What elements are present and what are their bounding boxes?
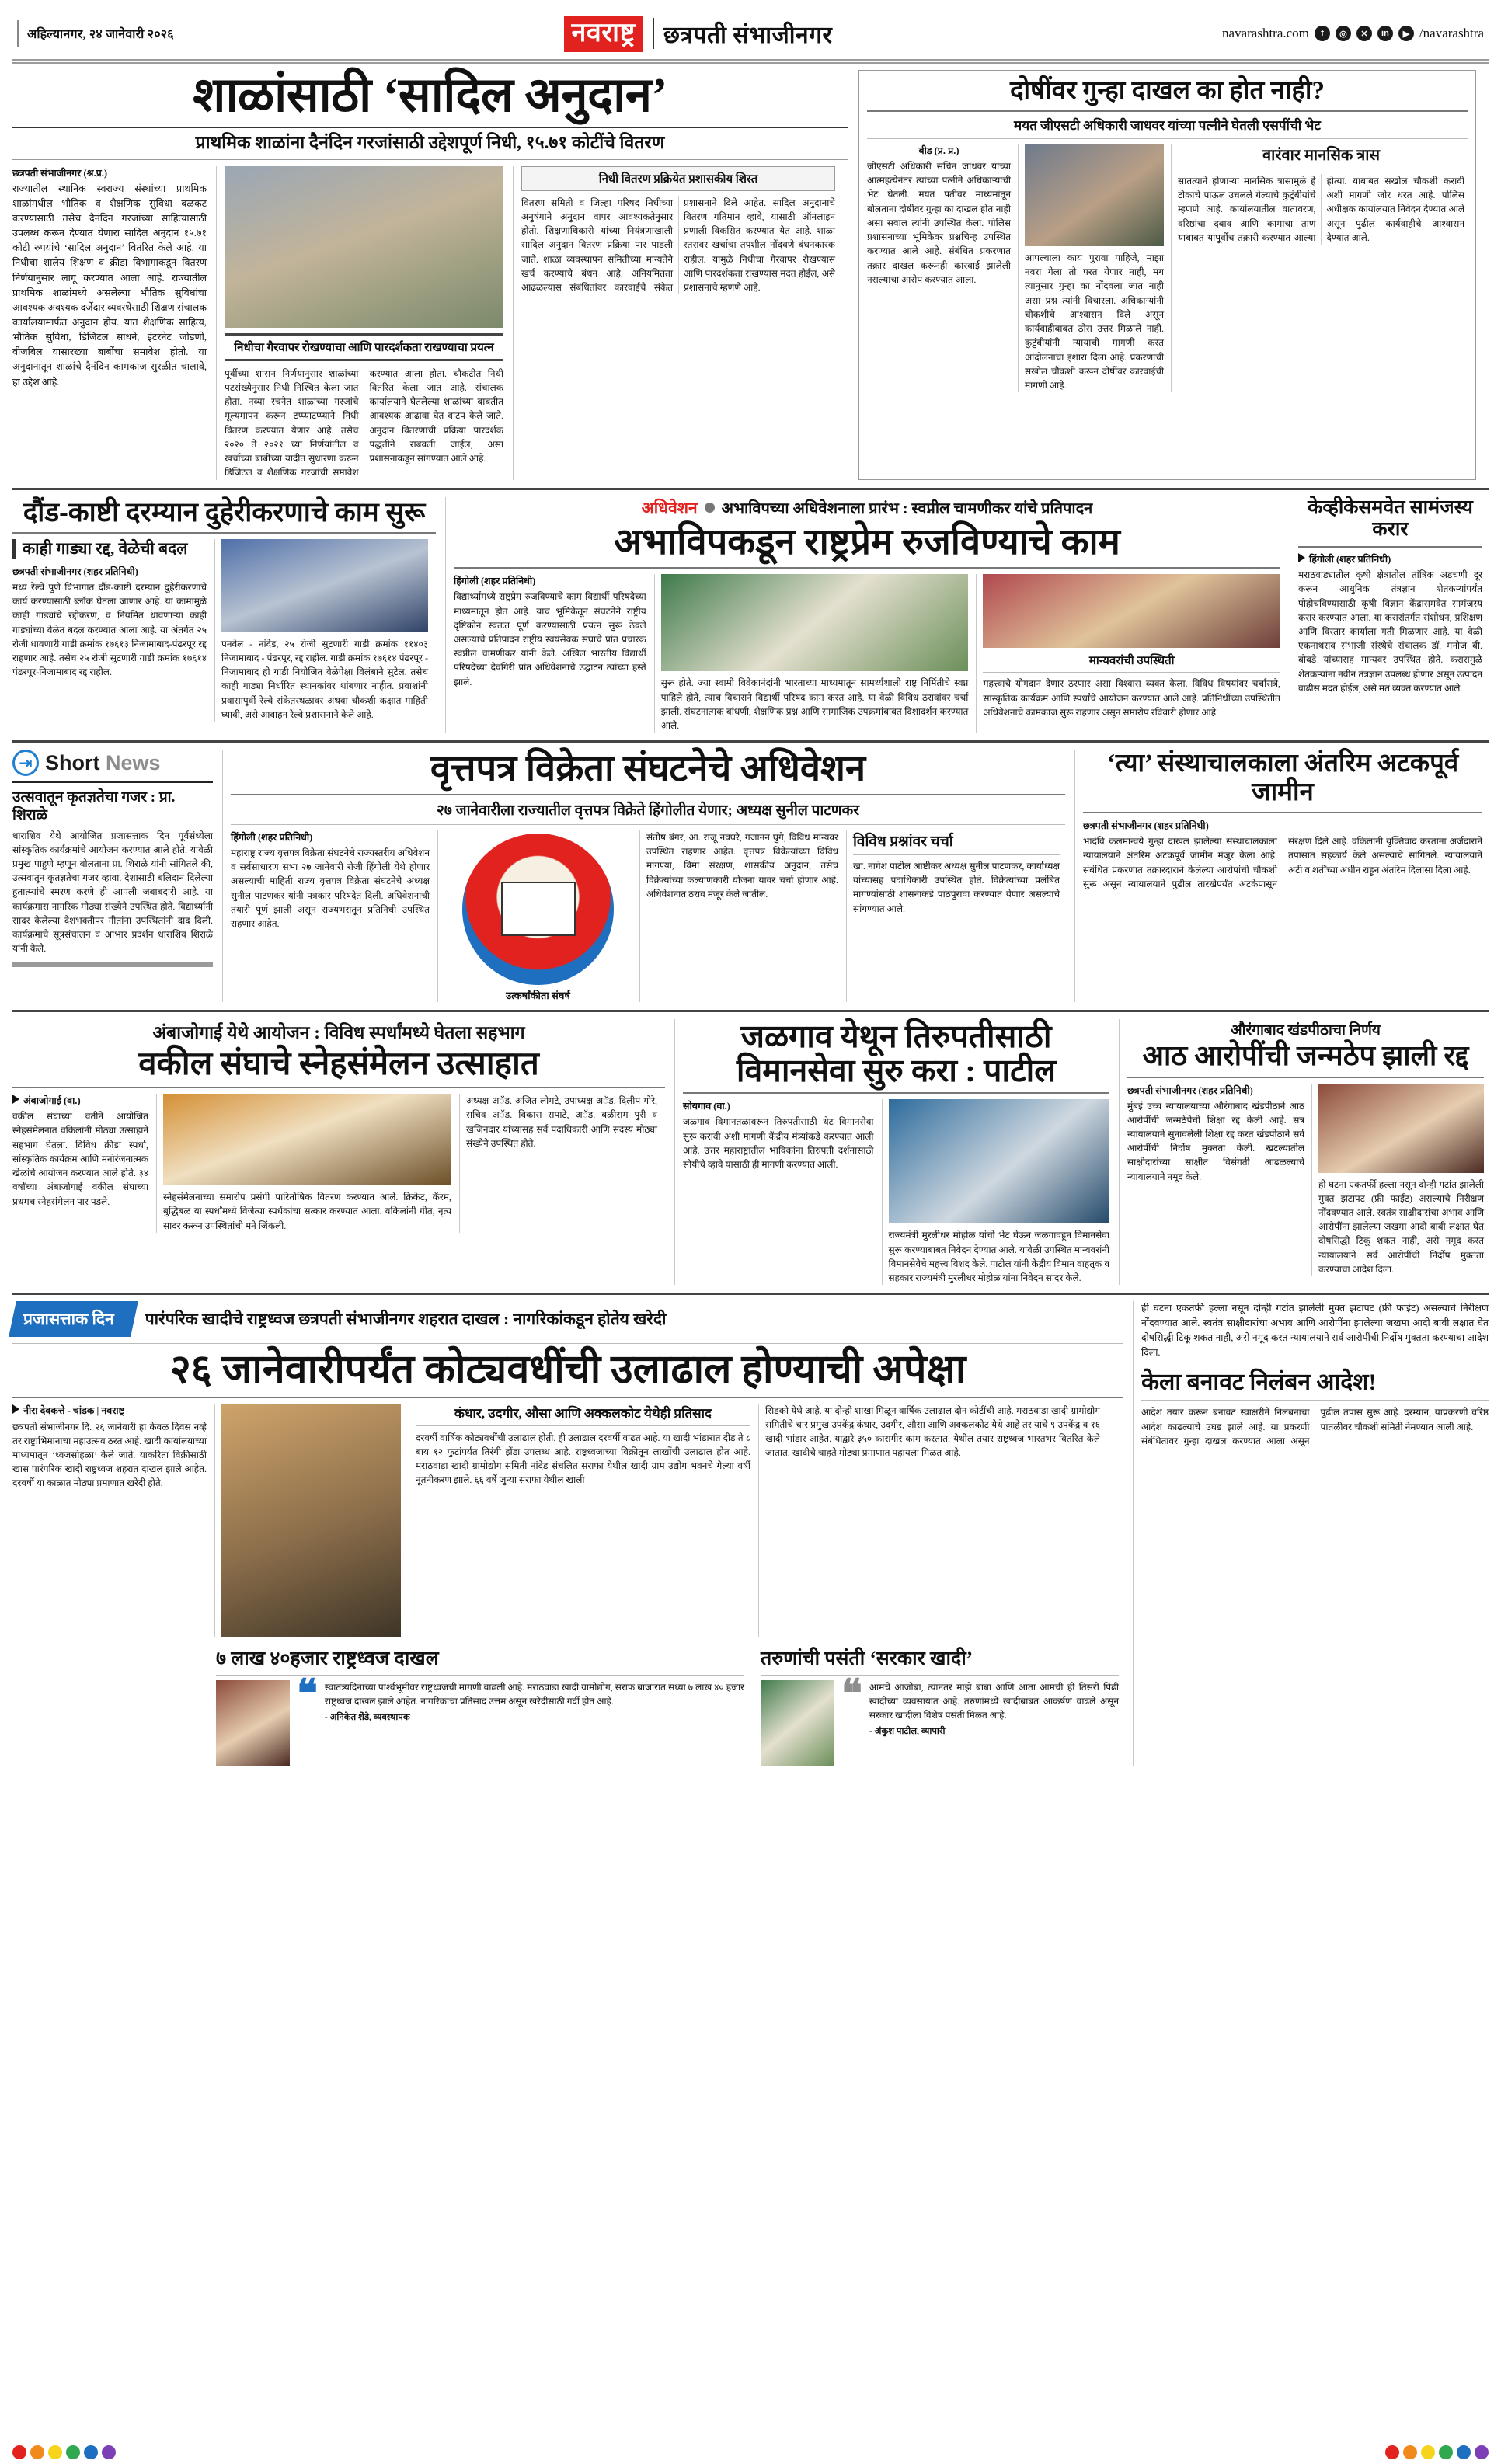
vendor-subhead: २७ जानेवारीला राज्यातील वृत्तपत्र विक्रेते हिंगोलीत येणार; अध्यक्ष सुनील पाटणकर xyxy=(437,802,859,819)
vendor-body-2: संतोष बंगर, आ. राजू नवघरे, गजानन घुगे, विविध मान्यवर उपस्थित राहणार आहेत. वृत्तपत्र विक्रेत्यांच्या विविध मागण्या, विमा संरक्षण, शासकीय अनुदान, तसेच विक्रेत्यांच्या कल्याणकारी योजना यावर चर्चा होणार आहे. अधिवेशनात ठराव मंजूर केले जातील. xyxy=(646,831,838,900)
kvk-headline: केव्हीकेसमवेत सामंजस्य करार xyxy=(1308,496,1473,541)
vendor-col-3 xyxy=(846,830,1060,1002)
lead-subhead: प्राथमिक शाळांना दैनंदिन गरजांसाठी उद्देशपूर्ण निधी, १५.७१ कोटींचे वितरण xyxy=(195,132,665,152)
rail-kicker: काही गाड्या रद्द, वेळेची बदल xyxy=(12,539,207,559)
court-kicker: औरंगाबाद खंडपीठाचा निर्णय xyxy=(1231,1021,1381,1039)
twitter-x-icon[interactable]: ✕ xyxy=(1356,26,1372,41)
lawyer-byline xyxy=(12,1094,148,1107)
bail-byline: छत्रपती संभाजीनगर (शहर प्रतिनिधी) xyxy=(1083,820,1209,832)
lead-photo-col xyxy=(216,166,503,480)
masthead-left xyxy=(17,20,174,47)
kvk-story xyxy=(1290,497,1482,733)
short-news-badge xyxy=(12,750,213,776)
lead-photo-caption: निधीचा गैरवापर रोखण्याचा आणि पारदर्शकता राखण्याचा प्रयत्न xyxy=(234,341,494,354)
court-continuation xyxy=(1133,1301,1489,1765)
bail-story xyxy=(1074,750,1482,1002)
bail-body: भादंवि कलमान्वये गुन्हा दाखल झालेल्या संस्थाचालकाला न्यायालयाने अंतरिम अटकपूर्व जामीन मंजूर केला आहे. संबंधित प्रकरणात तक्रारदाराने केलेल्या आरोपांची चौकशी सुरू असून न्यायालयाने पुढील तारखेपर्यंत अटकेपासून संरक्षण दिले आहे. वकिलांनी युक्तिवाद करताना अर्जदाराने तपासात सहकार्य केले असल्याचे सांगितले. न्यायालयाने अटी व शर्तींच्या अधीन राहून अंतरिम दिलासा दिला आहे. xyxy=(1083,836,1482,889)
vendor-body-1: महाराष्ट्र राज्य वृत्तपत्र विक्रेता संघटनेचे राज्यस्तरीय अधिवेशन व सर्वसाधारण सभा २७ जानेवारी रोजी हिंगोली येथे होणार असल्याची माहिती राज्य वृत्तपत्र विक्रेता संघटनेचे अध्यक्ष सुनील पाटणकर यांनी पत्रकार परिषदेत दिली. अधिवेशनाची तयारी पूर्ण झाली असून राज्यभरातून प्रतिनिधी उपस्थित राहणार आहेत. xyxy=(231,847,430,930)
kvk-byline-text: हिंगोली (शहर प्रतिनिधी) xyxy=(1309,554,1391,566)
short-news xyxy=(12,750,213,1002)
lawyer-col-1 xyxy=(12,1094,148,1233)
gst-subhead: मयत जीएसटी अधिकारी जाधवर यांच्या पत्नीने घेतली एसपींची भेट xyxy=(1014,117,1321,133)
khadi-byline xyxy=(12,1404,207,1417)
court-sub-headline: केला बनावट निलंबन आदेश! xyxy=(1141,1369,1377,1395)
court-byline: छत्रपती संभाजीनगर (शहर प्रतिनिधी) xyxy=(1127,1084,1253,1096)
rail-photo xyxy=(221,539,428,632)
navarashtra-logo[interactable]: नवराष्ट्र xyxy=(564,16,643,52)
rail-headline: दौंड-काष्टी दरम्यान दुहेरीकरणाचे काम सुरू xyxy=(23,496,426,527)
lead-box-col xyxy=(513,166,835,480)
masthead-divider xyxy=(17,20,19,47)
gst-story xyxy=(858,70,1476,480)
lead-box-title: निधी वितरण प्रक्रियेत प्रशासकीय शिस्त xyxy=(521,166,835,191)
abvp-kicker: अभाविपच्या अधिवेशनाला प्रारंभ : स्वप्नील चामणीकर यांचे प्रतिपादन xyxy=(721,500,1093,518)
khadi-quote-2-text: आमचे आजोबा, त्यानंतर माझे बाबा आणि आता आमची ही तिसरी पिढी खादीच्या व्यवसायात आहे. तरुणांमध्ये खादीबाबत आकर्षण वाढले असून सरकार खादीला विशेष पसंती मिळत आहे. xyxy=(869,1681,1119,1721)
vendor-headline: वृत्तपत्र विक्रेता संघटनेचे अधिवेशन xyxy=(430,749,866,790)
vendor-col-1 xyxy=(231,830,430,1002)
lawyer-body-2: स्नेहसंमेलनाच्या समारोप प्रसंगी पारितोषिक वितरण करण्यात आले. क्रिकेट, कॅरम, बुद्धिबळ या स्पर्धांमध्ये विजेत्या स्पर्धकांचा सत्कार करण्यात आला. वकिलांनी गीत, नृत्य सादर करून उपस्थितांची मने जिंकली. xyxy=(163,1192,451,1231)
abvp-kicker-tag: अधिवेशन xyxy=(641,498,698,517)
vendor-byline: हिंगोली (शहर प्रतिनिधी) xyxy=(231,831,313,843)
khadi-body-3: सिडको येथे आहे. या दोन्ही शाखा मिळून वार्षिक उलाढाल दोन कोटींची आहे. मराठवाडा खादी ग्रामोद्योग समितीचे चार प्रमुख उपकेंद्र कंधार, उदगीर, औसा आणि अक्कलकोट येथे आहे तर याचे ९ उपकेंद्र व १६ खादी भांडार आहेत. याद्वारे ३५० कारागीर काम करतात. येथील तयार राष्ट्रध्वज भारतभर वितरित केले जातात. खादीचे चाहते मोठ्या प्रमाणात पहायला मिळत आहे. xyxy=(765,1404,1100,1459)
bail-headline: ‘त्या’ संस्थाचालकाला अंतरिम अटकपूर्व जामीन xyxy=(1106,750,1459,807)
gst-headline: दोषींवर गुन्हा दाखल का होत नाही? xyxy=(1010,77,1325,105)
vendor-story xyxy=(222,750,1065,1002)
lawyer-kicker: अंबाजोगाई येथे आयोजन : विविध स्पर्धांमध्ये घेतला सहभाग xyxy=(152,1022,525,1042)
youtube-icon[interactable]: ▶ xyxy=(1398,26,1414,41)
abvp-col-1 xyxy=(454,574,646,733)
short-news-body: धाराशिव येथे आयोजित प्रजासत्ताक दिन पूर्वसंध्येला सांस्कृतिक कार्यक्रमांचे आयोजन करण्यात आले होते. यावेळी प्रमुख पाहुणे म्हणून बोलताना प्रा. शिराळे यांनी सांगितले की, उत्सवातून कृतज्ञतेचा गजर व्हावा. देशासाठी बलिदान दिलेल्या हुतात्म्यांचे स्मरण करणे ही आपली जबाबदारी आहे. या कार्यक्रमास नागरिक मोठ्या संख्येने उपस्थित होते. विद्यार्थ्यांनी सादर केलेल्या देशभक्तीपर गीतांना उपस्थितांनी दाद दिली. कार्यक्रमाचे सूत्रसंचालन व आभार प्रदर्शन धाराशिव शिराळे यांनी केले. xyxy=(12,830,213,955)
lawyer-body-1: वकील संघाच्या वतीने आयोजित स्नेहसंमेलनात वकिलांनी मोठ्या उत्साहाने सहभाग घेतला. विविध क्रीडा स्पर्धा, सांस्कृतिक कार्यक्रम आणि मनोरंजनात्मक खेळांचे आयोजन करण्यात आले होते. ३४ वर्षांच्या अंबाजोगाई वकील संघाच्या प्रथमच स्नेहसंमेलन पार पडले. xyxy=(12,1111,148,1207)
abvp-photo-1 xyxy=(661,574,969,671)
gst-body-1: जीएसटी अधिकारी सचिन जाधवर यांच्या आत्महत्येनंतर त्यांच्या पत्नीने अधिकाऱ्यांची भेट घेतली. मयत पतीवर माध्यमांतून बोलताना दोषींवर गुन्हा का दाखल होत नाही असा सवाल त्यांनी उपस्थित केला. पोलिस प्रशासनाच्या भूमिकेवर प्रश्नचिन्ह उपस्थित करण्यात आले आहे. संबंधित प्रकरणात तक्रार दाखल करूनही कारवाई झालेली नसल्याचा आरोप करण्यात आला. xyxy=(867,160,1011,285)
flight-headline: जळगाव येथून तिरुपतीसाठी विमानसेवा सुरु करा : पाटील xyxy=(736,1018,1057,1089)
court-col-2 xyxy=(1311,1084,1484,1277)
instagram-icon[interactable]: ◎ xyxy=(1336,26,1351,41)
khadi-col-2 xyxy=(409,1404,750,1637)
lawyer-byline-text: अंबाजोगाई (वा.) xyxy=(23,1095,81,1107)
third-block xyxy=(12,750,1489,1002)
khadi-quotes xyxy=(12,1644,1123,1766)
gst-byline: बीड (प्र. प्र.) xyxy=(918,144,959,156)
republic-day-badge-text: प्रजासत्ताक दिन xyxy=(23,1310,114,1329)
gst-body-2: आपल्याला काय पुरावा पाहिजे, माझा नवरा गेला तो परत येणार नाही, मग त्यानुसार गुन्हा का नोंदवला जात नाही असा प्रश्न त्यांनी विचारला. अधिकाऱ्यांनी चौकशीचे आश्वासन दिले असून कार्यवाहीबाबत ठोस उत्तर मिळाले नाही. कुटुंबीयांनी न्यायाची मागणी करत आंदोलनाचा इशारा दिला आहे. प्रकरणाची सखोल चौकशी करून दोषींवर कारवाईची मागणी आहे. xyxy=(1025,252,1164,392)
section-rule-1 xyxy=(12,488,1489,490)
linkedin-icon[interactable]: in xyxy=(1377,26,1393,41)
lawyer-col-3 xyxy=(459,1094,657,1233)
lawyer-photo xyxy=(163,1094,451,1185)
court-photo xyxy=(1318,1084,1484,1173)
fourth-block xyxy=(12,1019,1489,1285)
lead-body-3: वितरण समिती व जिल्हा परिषद निधीच्या अनुषंगाने अनुदान वापर आवश्यकतेनुसार होतो. शिक्षणाधिकारी यांच्या नियंत्रणाखाली सादिल अनुदान वितरण प्रक्रिया पार पाडली जाते. शाळा व्यवस्थापन समितीच्या मान्यतेने खर्च करण्याचे बंधन आहे. अनियमितता आढळल्यास संबंधितांवर कारवाईचे संकेत प्रशासनाने दिले आहेत. सादिल अनुदानाचे वितरण गतिमान व्हावे, यासाठी ऑनलाइन प्रणाली विकसित करण्यात येत आहे. शाळा स्तरावर खर्चाचा तपशील नोंदवणे बंधनकारक राहील. यामुळे निधीचा गैरवापर रोखण्यास आणि पारदर्शकता राखण्यास मदत होईल, असे प्रशासनाचे म्हणणे आहे. xyxy=(521,197,835,294)
khadi-quote-1-head: ७ लाख ४०हजार राष्ट्रध्वज दाखल xyxy=(216,1648,439,1669)
flight-col-1 xyxy=(683,1099,874,1285)
rail-body-1: मध्य रेल्वे पुणे विभागात दौंड-काष्टी दरम्यान दुहेरीकरणाचे कार्य करण्यासाठी ब्लॉक घेतला जाणार आहे. या कामामुळे काही गाड्यांचे रद्दीकरण, व नियमित धावणाऱ्या काही गाड्यांच्या वेळेत बदल करण्यात आला आहे. या अंतर्गत २५ रोजी धावणारी गाडी क्रमांक १७६१३ निजामाबाद-पंढरपूर रद्द राहणार आहे. तसेच २५ रोजी सुटणारी गाडी क्रमांक १७६१४ पंढरपूर-निजामाबाद रद्द राहील. xyxy=(12,581,207,678)
vendor-logo-emblem xyxy=(462,834,614,985)
khadi-quote-2-head: तरुणांची पसंती ‘सरकार खादी’ xyxy=(761,1648,973,1669)
abvp-body-2: सुरू होते. ज्या स्वामी विवेकानंदांनी भारताच्या माध्यमातून सामर्थ्यशाली राष्ट्र निर्मितीचे स्वप्न पाहिले होते, त्याच विचाराने विद्यार्थी परिषद काम करत आहे. या वेळी विविध ठरावांवर चर्चा झाली. संघटनात्मक बांधणी, शैक्षणिक प्रश्न आणि सामाजिक उपक्रमांबाबत दिशादर्शन करण्यात आले. xyxy=(660,677,969,731)
lawyer-story xyxy=(12,1019,665,1285)
section-rule-2 xyxy=(12,740,1489,743)
flight-body-1: जळगाव विमानतळावरून तिरुपतीसाठी थेट विमानसेवा सुरू करावी अशी मागणी केंद्रीय मंत्र्यांकडे करण्यात आली आहे. उत्तर महाराष्ट्रातील भाविकांना तिरुपती दर्शनासाठी सोयीचे व्हावे यासाठी ही मागणी करण्यात आली. xyxy=(683,1116,874,1171)
arrow-circle-icon: ⇥ xyxy=(12,750,39,776)
gst-body-3: सातत्याने होणाऱ्या मानसिक त्रासामुळे हे टोकाचे पाऊल उचलले गेल्याचे कुटुंबीयांचे म्हणणे आहे. कार्यालयातील वातावरण, वरिष्ठांचा दबाव आणि कामाचा ताण याबाबत यापूर्वीच तक्रारी करण्यात आल्या होत्या. याबाबत सखोल चौकशी करावी अशी मागणी जोर धरत आहे. पोलिस अधीक्षक कार्यालयात निवेदन देण्यात आले असून पुढील कार्यवाहीचे आश्वासन देण्यात आले. xyxy=(1178,175,1464,243)
court-col-1 xyxy=(1127,1084,1304,1277)
khadi-quote-1-text: स्वातंत्र्यदिनाच्या पार्श्वभूमीवर राष्ट्रध्वजची मागणी वाढली आहे. मराठवाडा खादी ग्रामोद्योग, सराफ बाजारात सध्या ७ लाख ४० हजार राष्ट्रध्वज दाखल झाले आहेत. नागरिकांचा प्रतिसाद उत्तम असून खरेदीसाठी गर्दी होत आहे. xyxy=(324,1681,744,1707)
section-rule-3 xyxy=(12,1010,1489,1012)
masthead-right xyxy=(1222,26,1484,41)
lawyer-headline: वकील संघाचे स्नेहसंमेलन उत्साहात xyxy=(138,1046,539,1082)
abvp-headline: अभाविपकडून राष्ट्रप्रेम रुजविण्याचे काम xyxy=(614,521,1120,562)
khadi-kicker-row xyxy=(12,1301,1123,1337)
quote-mark-icon-1: ❝ xyxy=(297,1671,318,1715)
khadi-quote-1 xyxy=(216,1644,744,1766)
khadi-body-2: दरवर्षी वार्षिक कोट्यवधींची उलाढाल होती. ही उलाढाल दरवर्षी वाढत आहे. या खादी भांडारात दीड ते ८ बाय १२ फुटांपर्यंत तिरंगी झेंडा उपलब्ध आहे. राष्ट्रध्वजाच्या विक्रीतून लाखोंची उलाढाल होत आहे. मराठवाडा खादी ग्रामोद्योग समिती नांदेड संचलित सराफा येथील खादी ग्राम उद्योग भवनचे गेल्या वर्षी नूतनीकरण झाले. ६६ वर्षे जुन्या सराफा येथील खाली xyxy=(416,1432,750,1486)
edition-date: अहिल्यानगर, २४ जानेवारी २०२६ xyxy=(27,28,174,41)
short-news-end-rule xyxy=(12,962,213,967)
vendor-logo-col xyxy=(437,830,632,1002)
khadi-kicker: पारंपरिक खादीचे राष्ट्रध्वज छत्रपती संभाजीनगर शहरात दाखल : नागरिकांकडून होतेय खरेदी xyxy=(145,1310,667,1329)
triangle-bullet-icon xyxy=(1298,553,1305,562)
short-news-label-a: Short xyxy=(45,750,100,774)
abvp-body-1: विद्यार्थ्यांमध्ये राष्ट्रप्रेम रुजविण्याचे काम विद्यार्थी परिषदेच्या माध्यमातून होत आहे. याच भूमिकेतून संघटनेने राष्ट्रीय दृष्टिकोन स्वतःत पूर्ण करण्यासाठी प्रयत्न सुरू ठेवले असल्याचे प्रतिपादन राष्ट्रीय स्वयंसेवक संघाचे प्रांत प्रचारक स्वप्नील चामणीकर यांनी केले. अखिल भारतीय विद्यार्थी परिषदेच्या देवगिरी प्रांत अधिवेशनाचे उद्घाटन त्यांच्या हस्ते झाले. xyxy=(454,591,646,687)
khadi-quote-1-by: - अनिकेत शेंडे, व्यवस्थापक xyxy=(324,1713,410,1722)
masthead-logo-group xyxy=(564,16,833,52)
gst-col-2 xyxy=(1018,144,1164,392)
color-dots-right xyxy=(1385,2445,1489,2459)
khadi-photo-col xyxy=(214,1404,401,1637)
abvp-caption: मान्यवरांची उपस्थिती xyxy=(1088,655,1175,668)
abvp-byline: हिंगोली (शहर प्रतिनिधी) xyxy=(454,576,536,587)
bullet-dot-icon xyxy=(705,503,715,513)
khadi-quote-2-by: - अंकुश पाटील, व्यापारी xyxy=(869,1727,946,1737)
flight-body-2: राज्यमंत्री मुरलीधर मोहोळ यांची भेट घेऊन जळगावहून विमानसेवा सुरू करण्याबाबत निवेदन देण्यात आले. यावेळी उपस्थित मान्यवरांनी विमानसेवेचे महत्त्व विशद केले. पाटील यांनी केंद्रीय विमान वाहतूक व सहकार राज्यमंत्री मुरलीधर मोहोळ यांना निवेदन सादर केले. xyxy=(888,1230,1109,1284)
khadi-quote-2-photo xyxy=(761,1680,834,1766)
kvk-body: मराठवाड्यातील कृषी क्षेत्रातील तांत्रिक अडचणी दूर करून आधुनिक तंत्रज्ञान शेतकऱ्यांपर्यंत पोहोचविण्यासाठी कृषी विज्ञान केंद्रासमवेत सामंजस्य करार करण्यात आला. या करारांतर्गत संशोधन, प्रशिक्षण आणि विस्तार कार्याला गती मिळणार आहे. या वेळी एकनाथराव संभाजी संस्थेचे संचालक डॉ. मनोज बी. बोबडे यांच्यासह मान्यवर उपस्थित होते. करारामुळे शेतकऱ्यांना नवीन तंत्रज्ञान उपलब्ध होणार असून उत्पादन वाढीस मदत होईल, असे मत व्यक्त करण्यात आले. xyxy=(1298,569,1482,694)
abvp-story xyxy=(445,497,1280,733)
color-dots-left xyxy=(12,2445,116,2459)
court-body-2: ही घटना एकतर्फी हल्ला नसून दोन्ही गटांत झालेली मुक्त झटापट (फ्री फाईट) असल्याचे निरीक्षण नोंदवण्यात आले. स्वतंत्र साक्षीदारांचा अभाव आणि आरोपींना झालेल्या जखमा आदी बाबी लक्षात घेत दोषसिद्धी टिकू शकत नाही, असे नमूद करत न्यायालयाने सर्व आरोपींची निर्दोष मुक्तता करण्याचा आदेश दिला. xyxy=(1318,1178,1484,1275)
republic-day-badge xyxy=(9,1301,138,1337)
gst-side-head: वारंवार मानसिक त्रास xyxy=(1262,146,1380,164)
lead-headline: शाळांसाठी ‘सादिल अनुदान’ xyxy=(193,69,667,122)
flight-col-2 xyxy=(882,1099,1109,1285)
gst-col-1 xyxy=(867,144,1011,392)
lawyer-body-3: अध्यक्ष अॅड. अजित लोमटे, उपाध्यक्ष अॅड. दिलीप गोरे, सचिव अॅड. विकास सपाटे, अॅड. बळीराम पुरी व खजिनदार यांच्यासह सर्व पदाधिकारी आणि सदस्य मोठ्या संख्येने उपस्थित होते. xyxy=(466,1095,657,1149)
rail-col-1 xyxy=(12,539,207,722)
gst-col-3 xyxy=(1171,144,1464,392)
lead-photo xyxy=(225,166,503,328)
bottom-block xyxy=(12,1301,1489,1765)
lead-body-1: राज्यातील स्थानिक स्वराज्य संस्थांच्या प्राथमिक शाळांमधील भौतिक व शैक्षणिक सुविधा बळकट करण्यासाठी तसेच दैनंदिन गरजांच्या साहित्यासाठी उपलब्ध करून देण्यात येणारा सादिल अनुदान १५.७१ कोटी रुपयांचे ‘सादिल अनुदान’ वितरित केले आहे. या निधीचा शालेय शिक्षण व क्रीडा विभागाकडून वितरण निर्णयानुसार लागू करण्यात आला आहे. राज्यातील प्राथमिक शाळांमध्ये असलेल्या भौतिक सुविधांचा आवश्यक अवश्यक दर्जेदार व्यवस्थेसाठी शिक्षण संचालक कार्यालयामार्फत अनुदान होय. यात शैक्षणिक साहित्य, भौतिक सुविधा, डिजिटल साधने, इंटरनेट जोडणी, वीजबिल यासारख्या बाबींचा समावेश होतो. या अनुदानातून शाळांचे दैनंदिन कामकाज सुरळीत चालावे, हा उद्देश आहे. xyxy=(12,183,207,388)
triangle-bullet-icon-3 xyxy=(12,1404,19,1414)
khadi-byline-text: नीरा देवकत्ते - चांडक | नवराष्ट्र xyxy=(23,1404,124,1416)
khadi-story xyxy=(12,1301,1123,1765)
abvp-photo-2 xyxy=(983,574,1280,648)
khadi-quote-2 xyxy=(754,1644,1119,1766)
khadi-headline: २६ जानेवारीपर्यंत कोट्यवधींची उलाढाल होण्याची अपेक्षा xyxy=(169,1348,966,1393)
masthead-rule xyxy=(12,59,1489,64)
section-rule-4 xyxy=(12,1293,1489,1295)
kvk-byline xyxy=(1298,552,1482,566)
short-news-headline: उत्सवातून कृतज्ञतेचा गजर : प्रा. शिराळे xyxy=(12,789,176,824)
khadi-quote-1-photo xyxy=(216,1680,290,1766)
court-body-1: मुंबई उच्च न्यायालयाच्या औरंगाबाद खंडपीठाने आठ आरोपींची जन्मठेपेची शिक्षा रद्द केली आहे. सत्र न्यायालयाने सुनावलेली शिक्षा रद्द करत खंडपीठाने सर्व आरोपींची निर्दोष मुक्तता केली. खटल्यातील साक्षीदारांच्या साक्षीत विसंगती आढळल्याचे न्यायालयाने नमूद केले. xyxy=(1127,1100,1304,1182)
vendor-sub2: विविध प्रश्नांवर चर्चा xyxy=(853,833,953,850)
rail-byline: छत्रपती संभाजीनगर (शहर प्रतिनिधी) xyxy=(12,566,138,577)
logo-divider xyxy=(653,18,654,49)
flight-byline: सोयगाव (वा.) xyxy=(683,1101,730,1112)
khadi-photo-main xyxy=(221,1404,401,1637)
khadi-quote-spacer xyxy=(12,1644,207,1766)
court-story xyxy=(1119,1019,1484,1285)
court-headline: आठ आरोपींची जन्मठेप झाली रद्द xyxy=(1142,1039,1469,1071)
masthead xyxy=(12,11,1489,56)
edition-city: छत्रपती संभाजीनगर xyxy=(663,22,833,48)
website-url[interactable]: navarashtra.com xyxy=(1222,26,1309,40)
social-handle[interactable]: /navarashtra xyxy=(1419,26,1484,40)
court-body-3b: आदेश तयार करून बनावट स्वाक्षरीने निलंबनाचा आदेश काढल्याचे उघड झाले आहे. या प्रकरणी संबंधितावर गुन्हा दाखल करण्यात आला असून पुढील तपास सुरू आहे. दरम्यान, याप्रकरणी वरिष्ठ पातळीवर चौकशी समिती नेमण्यात आली आहे. xyxy=(1141,1407,1489,1446)
rail-col-2 xyxy=(214,539,428,722)
rail-story xyxy=(12,497,436,733)
gst-photo xyxy=(1025,144,1164,246)
second-block xyxy=(12,497,1489,733)
abvp-col-3 xyxy=(976,574,1280,733)
vendor-body-3: खा. नागेश पाटील आष्टीकर अध्यक्ष सुनील पाटणकर, कार्याध्यक्ष यांच्यासह पदाधिकारी उपस्थित होते. विक्रेत्यांच्या प्रलंबित मागण्यांसाठी शासनाकडे पाठपुरावा करण्यात येणार असल्याचे सांगण्यात आले. xyxy=(853,860,1060,914)
triangle-bullet-icon-2 xyxy=(12,1095,19,1104)
abvp-col-2 xyxy=(654,574,969,733)
quote-mark-icon-2: ❝ xyxy=(841,1671,862,1715)
khadi-body-1: छत्रपती संभाजीनगर दि. २६ जानेवारी हा केवळ दिवस नव्हे तर राष्ट्राभिमानाचा महाउत्सव ठरत आहे. खादी कार्यालयाच्या माध्यमातून ‘ध्वजसोहळा’ केले जाते. याकरिता विक्रीसाठी खास पारंपरिक खादी राष्ट्रध्वज शहरात दाखल झाले आहेत. दरवर्षी या काळात मोठ्या प्रमाणात खरेदी होते. xyxy=(12,1421,207,1489)
vendor-logo-text: उत्कर्षांकीता संघर्ष xyxy=(506,989,570,1001)
flight-photo xyxy=(889,1099,1109,1223)
abvp-kicker-row xyxy=(454,497,1280,519)
lead-body-2: पूर्वीच्या शासन निर्णयानुसार शाळांच्या पटसंख्येनुसार निधी निश्चित केला जात होता. नव्या रचनेत शाळांच्या गरजांचे मूल्यमापन करून टप्प्याटप्प्याने निधी वितरण करण्यात येणार आहे. तसेच २०२० ते २०२१ च्या निर्णयांतील व खर्चाच्या बाबींच्या यादीत सुधारणा करून डिजिटल व शैक्षणिक गरजांची समावेश करण्यात आला होता. चौकटीत निधी वितरित केला जात आहे. संचालक कार्यालयाने घेतलेल्या शाळांच्या बाबतीत आवश्यक आढावा घेत वाटप केले जाते. अनुदान वितरणाची प्रक्रिया पारदर्शक पद्धतीने राबवली जाईल, असा प्रशासनाकडून सांगण्यात आले आहे. xyxy=(225,367,503,479)
lead-col-1 xyxy=(12,166,207,480)
lawyer-col-2 xyxy=(156,1094,451,1233)
short-news-label-b: News xyxy=(106,750,161,774)
flight-story xyxy=(674,1019,1109,1285)
court-body-3a: ही घटना एकतर्फी हल्ला नसून दोन्ही गटांत झालेली मुक्त झटापट (फ्री फाईट) असल्याचे निरीक्षण नोंदवण्यात आले. स्वतंत्र साक्षीदारांचा अभाव आणि आरोपींना झालेल्या जखमा आदी बाबी लक्षात घेत दोषसिद्धी टिकू शकत नाही, असे नमूद करत न्यायालयाने सर्व आरोपींची निर्दोष मुक्तता करण्याचा आदेश दिला. xyxy=(1141,1303,1489,1358)
rail-body-2: पनवेल - नांदेड, २५ रोजी सुटणारी गाडी क्रमांक ११४०३ निजामाबाद - पंढरपूर, रद्द राहील. गाडी क्रमांक १७६१४ पंढरपूर - निजामाबाद ही गाडी नियोजित वेळेपेक्षा विलंबाने सुटेल. तसेच काही गाड्या निर्धारित स्थानकांवर थांबणार नाहीत. प्रवाशांनी प्रवासापूर्वी रेल्वे संकेतस्थळावर अथवा चौकशी कक्षात माहिती घ्यावी, असे आवाहन रेल्वे प्रशासनाने केले आहे. xyxy=(221,638,428,720)
khadi-col-3 xyxy=(758,1404,1100,1637)
top-block xyxy=(12,70,1489,480)
lead-story xyxy=(12,70,848,480)
lead-byline: छत्रपती संभाजीनगर (श्र.प्र.) xyxy=(12,167,107,179)
khadi-sub-kicker: कंधार, उदगीर, औसा आणि अक्कलकोट येथेही प्रतिसाद xyxy=(454,1405,712,1421)
khadi-col-1 xyxy=(12,1404,207,1637)
vendor-col-2 xyxy=(639,830,838,1002)
abvp-body-3: महत्त्वाचे योगदान देणार ठरणार असा विश्वास व्यक्त केला. विविध विषयांवर चर्चासत्रे, सांस्कृतिक कार्यक्रम आणि स्पर्धांचे आयोजन करण्यात आले आहे. प्रतिनिधींच्या उपस्थितीत अधिवेशनाचे कामकाज सुरू राहणार असून समारोप रविवारी होणार आहे. xyxy=(983,678,1280,718)
color-registration-bar xyxy=(12,2445,1489,2459)
facebook-icon[interactable]: f xyxy=(1315,26,1330,41)
